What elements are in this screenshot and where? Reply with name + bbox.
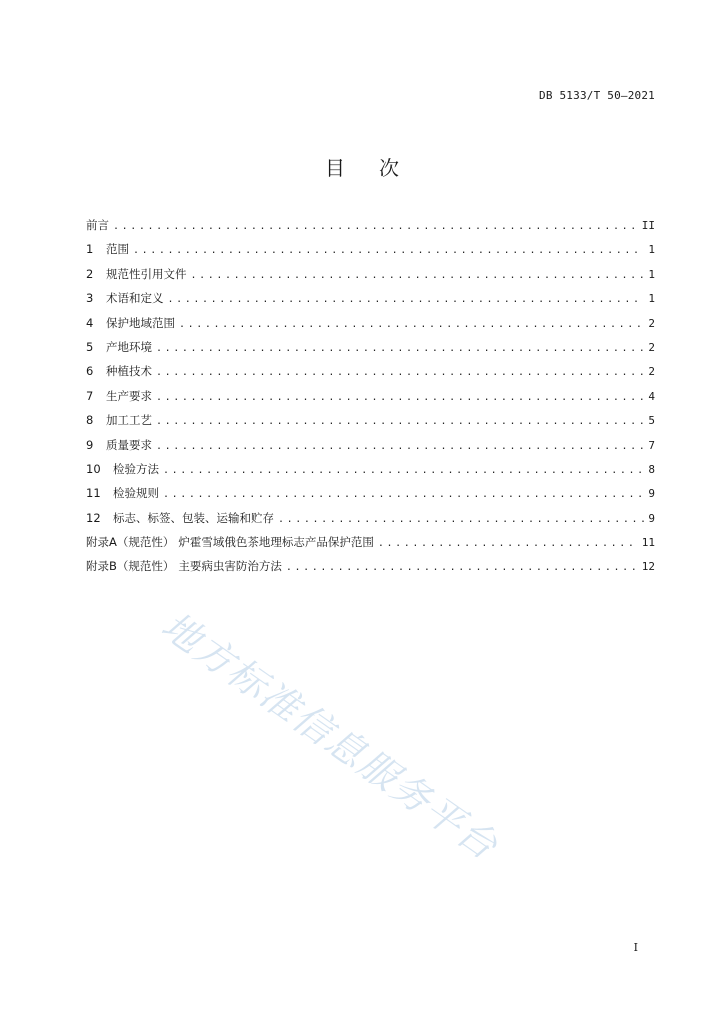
- toc-entry-label: 术语和定义: [106, 291, 164, 306]
- toc-entry-page: 2: [648, 340, 655, 354]
- toc-entry-number: 8: [86, 413, 94, 428]
- toc-appendix-number: 附录B（规范性）: [86, 559, 175, 574]
- toc-entry-number: 2: [86, 266, 94, 281]
- page-title: 目次: [325, 156, 433, 180]
- toc-entry-label: 炉霍雪域俄色茶地理标志产品保护范围: [178, 535, 374, 550]
- toc-entry-number: 7: [86, 388, 94, 403]
- toc-entry-label: 产地环境: [106, 339, 152, 354]
- toc-entry-number: 4: [86, 315, 94, 330]
- toc-leader-dots: [156, 441, 644, 452]
- watermark-text: 地方标准信息服务平台: [153, 603, 507, 869]
- toc-entry-label: 前言: [86, 218, 109, 232]
- toc-leader-dots: [191, 270, 645, 281]
- toc-entry-number: 12: [86, 510, 101, 525]
- toc-entry-number: 3: [86, 291, 94, 306]
- document-code: DB 5133/T 50—2021: [539, 89, 655, 102]
- toc-entry-page: 4: [648, 389, 655, 403]
- toc-leader-dots: [378, 538, 638, 549]
- page-number: I: [633, 941, 638, 954]
- toc-entry-12[interactable]: [86, 510, 655, 534]
- toc-leader-dots: [133, 245, 644, 256]
- toc-entry-2[interactable]: [86, 266, 655, 290]
- toc-entry-page: 11: [641, 536, 655, 550]
- toc-entry-page: 2: [648, 316, 655, 330]
- toc-leader-dots: [163, 465, 644, 476]
- toc-leader-dots: [113, 221, 638, 232]
- toc-entry-4[interactable]: [86, 315, 655, 339]
- toc-leader-dots: [156, 367, 644, 378]
- toc-entry-label: 检验规则: [113, 486, 159, 501]
- toc-entry-number: 9: [86, 437, 94, 452]
- toc-entry-foreword[interactable]: [86, 217, 655, 241]
- toc-appendix-number: 附录A（规范性）: [86, 535, 175, 550]
- toc-entry-page: 12: [641, 560, 655, 574]
- toc-leader-dots: [168, 294, 645, 305]
- toc-entry-label: 检验方法: [113, 461, 159, 476]
- toc-entry-page: 7: [648, 438, 655, 452]
- toc-leader-dots: [278, 514, 644, 525]
- toc-leader-dots: [156, 343, 644, 354]
- toc-leader-dots: [286, 562, 638, 573]
- table-of-contents: [86, 217, 655, 583]
- toc-entry-7[interactable]: [86, 388, 655, 412]
- toc-entry-number: 6: [86, 364, 94, 379]
- toc-entry-label: 保护地域范围: [106, 315, 175, 330]
- toc-entry-label: 范围: [106, 242, 129, 257]
- toc-leader-dots: [163, 489, 644, 500]
- toc-entry-number: 1: [86, 242, 94, 257]
- toc-entry-1[interactable]: [86, 241, 655, 265]
- toc-entry-number: 10: [86, 461, 101, 476]
- toc-entry-page: 9: [648, 511, 655, 525]
- toc-entry-page: 2: [648, 365, 655, 379]
- toc-entry-label: 标志、标签、包装、运输和贮存: [113, 510, 274, 525]
- toc-entry-9[interactable]: [86, 437, 655, 461]
- toc-entry-6[interactable]: [86, 363, 655, 387]
- toc-entry-page: 1: [648, 267, 655, 281]
- toc-entry-label: 质量要求: [106, 437, 152, 452]
- toc-entry-label: 种植技术: [106, 364, 152, 379]
- toc-entry-label: 规范性引用文件: [106, 266, 187, 281]
- toc-entry-page: 5: [648, 414, 655, 428]
- toc-leader-dots: [156, 392, 644, 403]
- toc-leader-dots: [179, 319, 644, 330]
- toc-entry-appendix-b[interactable]: [86, 558, 655, 582]
- toc-entry-page: 1: [648, 292, 655, 306]
- toc-entry-page: 9: [648, 487, 655, 501]
- toc-entry-3[interactable]: [86, 290, 655, 314]
- toc-entry-label: 生产要求: [106, 388, 152, 403]
- toc-entry-page: 1: [648, 243, 655, 257]
- toc-entry-8[interactable]: [86, 412, 655, 436]
- toc-entry-appendix-a[interactable]: [86, 534, 655, 558]
- toc-entry-10[interactable]: [86, 461, 655, 485]
- toc-entry-11[interactable]: [86, 485, 655, 509]
- toc-entry-5[interactable]: [86, 339, 655, 363]
- toc-leader-dots: [156, 416, 644, 427]
- toc-entry-number: 5: [86, 339, 94, 354]
- toc-entry-page: II: [641, 219, 655, 232]
- toc-entry-page: 8: [648, 462, 655, 476]
- toc-entry-label: 主要病虫害防治方法: [178, 559, 282, 574]
- toc-entry-label: 加工工艺: [106, 413, 152, 428]
- toc-entry-number: 11: [86, 486, 101, 501]
